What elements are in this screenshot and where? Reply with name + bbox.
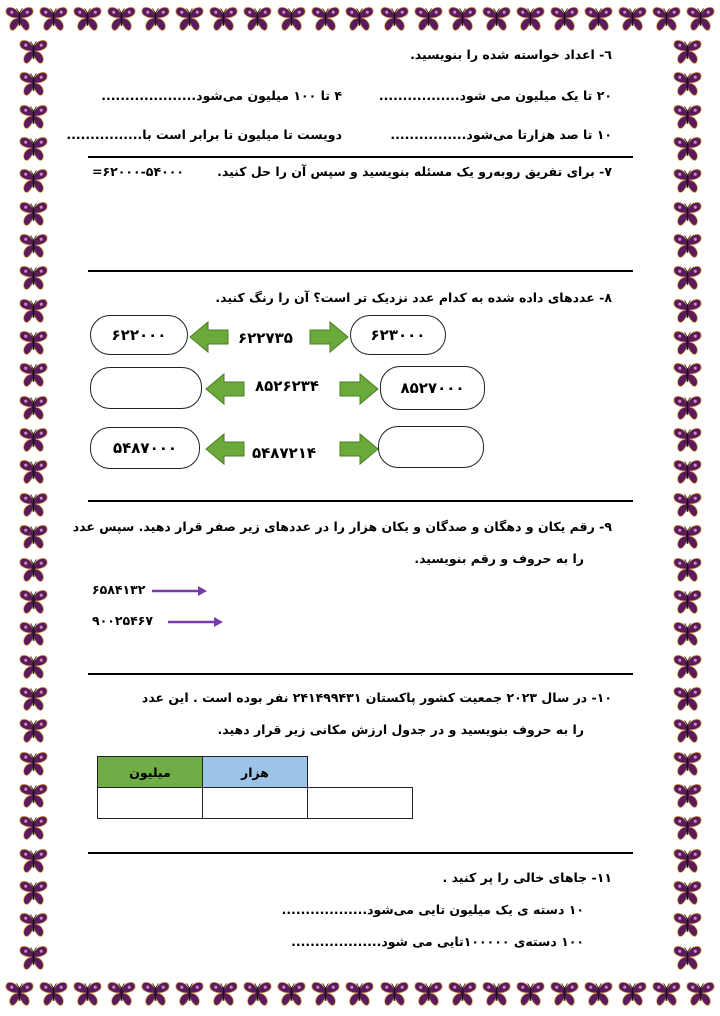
answer-bubble-right-3[interactable]	[378, 426, 484, 468]
butterfly-icon	[38, 978, 69, 1010]
answer-bubble-left-2[interactable]	[90, 367, 202, 409]
butterfly-icon	[672, 167, 703, 195]
given-number-2: ۸۵۲۶۲۳۴	[255, 377, 320, 395]
decorative-border-top	[0, 0, 720, 38]
butterfly-icon	[18, 620, 49, 648]
table-cell[interactable]	[308, 788, 413, 819]
place-value-table	[97, 756, 413, 819]
butterfly-icon	[18, 167, 49, 195]
butterfly-icon	[685, 978, 716, 1010]
right-arrow-icon	[338, 372, 380, 406]
right-arrow-icon	[152, 584, 208, 598]
q11-title: ١١- جاهای خالی را پر کنید .	[442, 870, 612, 885]
butterfly-icon	[617, 4, 648, 34]
butterfly-icon	[18, 232, 49, 260]
q11-line1: ۱۰ دسته ی یک میلیون تایی می‌شود..................	[281, 902, 584, 917]
answer-bubble-left-1[interactable]: ۶۲۲۰۰۰	[90, 315, 188, 355]
q6-item-20: ۲۰ تا یک میلیون می شود.................	[378, 88, 612, 103]
butterfly-icon	[481, 4, 512, 34]
butterfly-icon	[106, 978, 137, 1010]
given-number-1: ۶۲۲۷۳۵	[238, 329, 293, 347]
butterfly-icon	[672, 782, 703, 810]
butterfly-icon	[672, 200, 703, 228]
butterfly-icon	[18, 750, 49, 778]
butterfly-icon	[672, 717, 703, 745]
butterfly-icon	[672, 491, 703, 519]
butterfly-icon	[4, 4, 35, 34]
butterfly-icon	[672, 620, 703, 648]
butterfly-icon	[174, 4, 205, 34]
butterfly-icon	[18, 685, 49, 713]
q9-number-1: ۶۵۸۴۱۳۲	[92, 582, 146, 597]
butterfly-icon	[672, 264, 703, 292]
table-cell[interactable]	[203, 788, 308, 819]
butterfly-icon	[18, 38, 49, 66]
butterfly-icon	[72, 4, 103, 34]
butterfly-icon	[672, 70, 703, 98]
butterfly-icon	[672, 38, 703, 66]
q11-line2: ۱۰۰ دسته‌ی ۱۰۰۰۰۰تایی می شود...................	[291, 934, 584, 949]
butterfly-icon	[18, 264, 49, 292]
butterfly-icon	[18, 556, 49, 584]
butterfly-icon	[672, 426, 703, 454]
answer-bubble-right-1[interactable]: ۶۲۳۰۰۰	[350, 315, 446, 355]
table-cell[interactable]	[98, 788, 203, 819]
butterfly-icon	[18, 426, 49, 454]
butterfly-icon	[18, 200, 49, 228]
butterfly-icon	[18, 782, 49, 810]
butterfly-icon	[18, 297, 49, 325]
right-arrow-icon	[168, 615, 224, 629]
butterfly-icon	[651, 4, 682, 34]
butterfly-icon	[672, 588, 703, 616]
decorative-border-right	[654, 38, 720, 972]
butterfly-icon	[672, 329, 703, 357]
divider	[88, 500, 633, 502]
divider	[88, 156, 633, 158]
butterfly-icon	[583, 4, 614, 34]
butterfly-icon	[18, 394, 49, 422]
header-empty	[308, 757, 413, 788]
left-arrow-icon	[188, 320, 230, 354]
butterfly-icon	[672, 297, 703, 325]
q7-title: ٧- برای تفریق روبه‌رو یک مسئله بنویسید و سپس آن را حل کنید.	[217, 164, 612, 179]
butterfly-icon	[379, 4, 410, 34]
butterfly-icon	[18, 103, 49, 131]
header-thousands-label: هزار	[241, 764, 269, 780]
butterfly-icon	[276, 978, 307, 1010]
right-arrow-icon	[308, 320, 350, 354]
butterfly-icon	[140, 978, 171, 1010]
q6-item-200: دویست تا میلیون تا برابر است با................	[66, 127, 342, 142]
header-millions: میلیون	[98, 757, 203, 788]
q9-line2: را به حروف و رقم بنویسید.	[414, 551, 584, 566]
divider	[88, 852, 633, 854]
q9-number-2: ۹۰۰۲۵۴۶۷	[92, 613, 154, 628]
butterfly-icon	[18, 588, 49, 616]
butterfly-icon	[672, 911, 703, 939]
butterfly-icon	[4, 978, 35, 1010]
q6-item-10: ۱۰ تا صد هزارتا می‌شود................	[390, 127, 612, 142]
butterfly-icon	[549, 978, 580, 1010]
left-arrow-icon	[204, 432, 246, 466]
answer-bubble-right-2[interactable]: ۸۵۲۷۰۰۰	[380, 366, 485, 410]
butterfly-icon	[38, 4, 69, 34]
butterfly-icon	[18, 458, 49, 486]
butterfly-icon	[672, 103, 703, 131]
q9-line1: ٩- رقم یکان و دهگان و صدگان و یکان هزار را در عددهای زیر صفر قرار دهید. سپس عدد	[72, 519, 612, 534]
butterfly-icon	[672, 394, 703, 422]
butterfly-icon	[672, 944, 703, 972]
butterfly-icon	[106, 4, 137, 34]
butterfly-icon	[276, 4, 307, 34]
butterfly-icon	[18, 911, 49, 939]
divider	[88, 270, 633, 272]
butterfly-icon	[18, 329, 49, 357]
butterfly-icon	[18, 523, 49, 551]
butterfly-icon	[672, 847, 703, 875]
butterfly-icon	[413, 4, 444, 34]
butterfly-icon	[583, 978, 614, 1010]
butterfly-icon	[672, 653, 703, 681]
butterfly-icon	[242, 4, 273, 34]
butterfly-icon	[18, 717, 49, 745]
butterfly-icon	[18, 70, 49, 98]
q6-item-4: ۴ تا ۱۰۰ میلیون می‌شود....................	[101, 88, 342, 103]
butterfly-icon	[672, 458, 703, 486]
butterfly-icon	[140, 4, 171, 34]
butterfly-icon	[344, 978, 375, 1010]
right-arrow-icon	[338, 432, 380, 466]
butterfly-icon	[18, 879, 49, 907]
butterfly-icon	[672, 685, 703, 713]
butterfly-icon	[481, 978, 512, 1010]
butterfly-icon	[18, 135, 49, 163]
butterfly-icon	[379, 978, 410, 1010]
q6-title: ٦- اعداد خواسته شده را بنویسید.	[410, 47, 612, 62]
given-number-3: ۵۴۸۷۲۱۴	[252, 444, 317, 462]
butterfly-icon	[672, 135, 703, 163]
butterfly-icon	[672, 556, 703, 584]
butterfly-icon	[242, 978, 273, 1010]
left-arrow-icon	[204, 372, 246, 406]
butterfly-icon	[310, 4, 341, 34]
butterfly-icon	[18, 491, 49, 519]
butterfly-icon	[617, 978, 648, 1010]
butterfly-icon	[18, 814, 49, 842]
butterfly-icon	[18, 847, 49, 875]
butterfly-icon	[72, 978, 103, 1010]
butterfly-icon	[685, 4, 716, 34]
butterfly-icon	[174, 978, 205, 1010]
butterfly-icon	[672, 232, 703, 260]
butterfly-icon	[672, 523, 703, 551]
q10-line2: را به حروف بنویسید و در جدول ارزش مکانی زیر قرار دهید.	[217, 722, 584, 737]
butterfly-icon	[208, 978, 239, 1010]
butterfly-icon	[310, 978, 341, 1010]
butterfly-icon	[549, 4, 580, 34]
butterfly-icon	[447, 4, 478, 34]
butterfly-icon	[18, 361, 49, 389]
butterfly-icon	[515, 978, 546, 1010]
butterfly-icon	[651, 978, 682, 1010]
butterfly-icon	[672, 750, 703, 778]
decorative-border-bottom	[0, 972, 720, 1016]
decorative-border-left	[0, 38, 66, 972]
butterfly-icon	[515, 4, 546, 34]
q10-line1: ١٠- در سال ۲۰۲۳ جمعیت کشور پاکستان ۲۴۱۴۹۹۴۳۱ نفر بوده است . این عدد	[141, 690, 612, 705]
butterfly-icon	[413, 978, 444, 1010]
butterfly-icon	[672, 879, 703, 907]
butterfly-icon	[447, 978, 478, 1010]
answer-bubble-left-3[interactable]: ۵۴۸۷۰۰۰	[90, 427, 200, 469]
q7-expression: =۶۲۰۰۰-۵۴۰۰۰	[92, 164, 184, 179]
butterfly-icon	[18, 653, 49, 681]
divider	[88, 673, 633, 675]
butterfly-icon	[18, 944, 49, 972]
q8-title: ٨- عددهای داده شده به کدام عدد نزدیک تر است؟ آن را رنگ کنید.	[215, 290, 612, 305]
header-thousands	[203, 757, 308, 788]
butterfly-icon	[672, 814, 703, 842]
butterfly-icon	[208, 4, 239, 34]
butterfly-icon	[344, 4, 375, 34]
butterfly-icon	[672, 361, 703, 389]
